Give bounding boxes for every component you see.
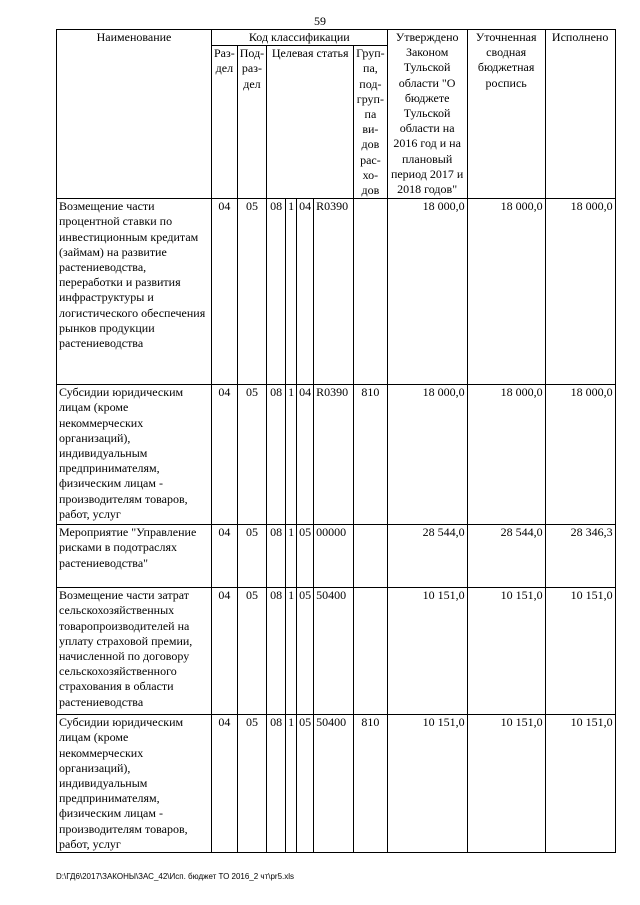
row-executed: 10 151,0	[545, 588, 615, 715]
row-executed: 18 000,0	[545, 385, 615, 525]
row-approved: 18 000,0	[387, 385, 467, 525]
row-target-3: 05	[297, 715, 314, 853]
header-refined: Уточненная сводная бюджетная роспись	[467, 30, 545, 199]
row-target-4: 50400	[314, 715, 354, 853]
header-podrazdel: Под- раз- дел	[237, 46, 266, 199]
row-target-1: 08	[267, 199, 286, 385]
row-razdel: 04	[212, 199, 238, 385]
row-approved: 18 000,0	[387, 199, 467, 385]
row-group	[354, 525, 387, 588]
row-razdel: 04	[212, 385, 238, 525]
row-group: 810	[354, 385, 387, 525]
row-refined: 18 000,0	[467, 385, 545, 525]
row-name: Субсидии юридическим лицам (кроме некоммерческих организаций), индивидуальным предпринимателям, физическим лицам - производителям товаров, работ, услуг	[57, 385, 212, 525]
table-row	[57, 199, 616, 385]
row-group	[354, 199, 387, 385]
row-refined: 10 151,0	[467, 588, 545, 715]
row-approved: 10 151,0	[387, 715, 467, 853]
row-target-3: 04	[297, 199, 314, 385]
row-executed: 18 000,0	[545, 199, 615, 385]
row-group	[354, 588, 387, 715]
header-group: Груп- па, под- груп- па ви- дов рас- хо- дов	[354, 46, 387, 199]
row-target-2: 1	[286, 385, 297, 525]
row-target-4: 00000	[314, 525, 354, 588]
page-number: 59	[314, 14, 326, 28]
row-target-2: 1	[286, 199, 297, 385]
table-row	[57, 715, 616, 853]
row-podrazdel: 05	[237, 199, 266, 385]
table-row	[57, 588, 616, 715]
row-target-4: R0390	[314, 385, 354, 525]
row-target-1: 08	[267, 525, 286, 588]
row-target-1: 08	[267, 715, 286, 853]
header-executed: Исполнено	[545, 30, 615, 199]
row-target-2: 1	[286, 588, 297, 715]
row-name: Возмещение части процентной ставки по инвестиционным кредитам (займам) на развитие растениеводства, переработки и развития инфраструктуры и логистического обеспечения рынков продукции растениеводства	[57, 199, 212, 385]
row-target-4: 50400	[314, 588, 354, 715]
row-executed: 28 346,3	[545, 525, 615, 588]
row-target-2: 1	[286, 525, 297, 588]
header-code-classification: Код классификации	[212, 30, 388, 46]
row-group: 810	[354, 715, 387, 853]
row-name: Мероприятие "Управление рисками в подотраслях растениеводства"	[57, 525, 212, 588]
row-target-1: 08	[267, 385, 286, 525]
row-refined: 10 151,0	[467, 715, 545, 853]
row-name: Возмещение части затрат сельскохозяйственных товаропроизводителей на уплату страховой премии, начисленной по договору сельскохозяйственного страхования в области растениеводства	[57, 588, 212, 715]
row-podrazdel: 05	[237, 715, 266, 853]
header-name: Наименование	[57, 30, 212, 199]
row-target-3: 05	[297, 588, 314, 715]
row-target-2: 1	[286, 715, 297, 853]
row-razdel: 04	[212, 588, 238, 715]
row-executed: 10 151,0	[545, 715, 615, 853]
row-refined: 28 544,0	[467, 525, 545, 588]
row-target-1: 08	[267, 588, 286, 715]
row-target-3: 05	[297, 525, 314, 588]
header-row-1	[57, 30, 616, 46]
row-target-4: R0390	[314, 199, 354, 385]
table-row	[57, 385, 616, 525]
header-approved: Утверждено Законом Тульской области "О бюджете Тульской области на 2016 год и на плановый период 2017 и 2018 годов"	[387, 30, 467, 199]
row-podrazdel: 05	[237, 525, 266, 588]
header-razdel: Раз- дел	[212, 46, 238, 199]
row-razdel: 04	[212, 525, 238, 588]
row-podrazdel: 05	[237, 588, 266, 715]
row-refined: 18 000,0	[467, 199, 545, 385]
header-target: Целевая статья	[267, 46, 354, 199]
file-path-footer: D:\ГД6\2017\ЗАКОНЫ\ЗАС_42\Исп. бюджет ТО 2016_2 чт\pr5.xls	[56, 872, 295, 881]
row-podrazdel: 05	[237, 385, 266, 525]
budget-table	[56, 29, 616, 853]
row-approved: 10 151,0	[387, 588, 467, 715]
row-target-3: 04	[297, 385, 314, 525]
row-approved: 28 544,0	[387, 525, 467, 588]
row-name: Субсидии юридическим лицам (кроме некоммерческих организаций), индивидуальным предпринимателям, физическим лицам - производителям товаров, работ, услуг	[57, 715, 212, 853]
row-razdel: 04	[212, 715, 238, 853]
table-row	[57, 525, 616, 588]
